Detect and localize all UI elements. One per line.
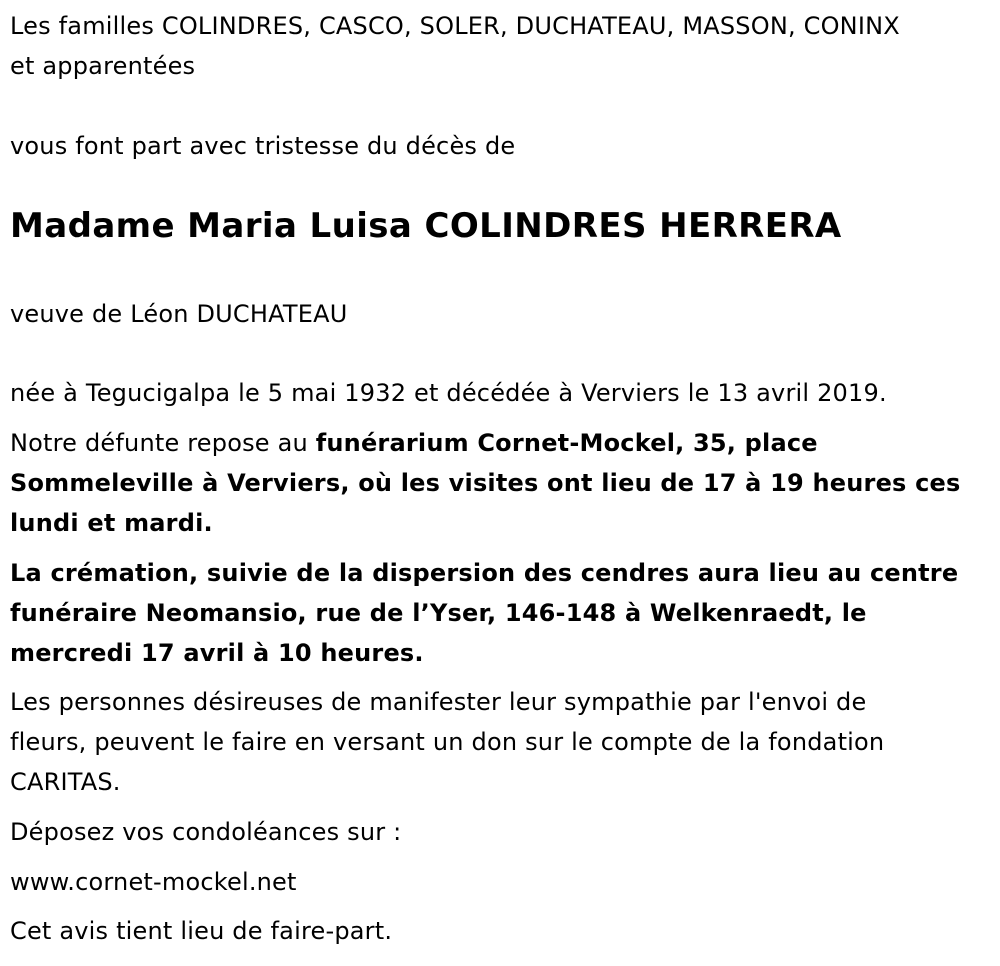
repose-line-3: lundi et mardi. [10, 509, 213, 537]
widow-of-text: veuve de Léon DUCHATEAU [10, 300, 348, 328]
families-line-2: et apparentées [10, 52, 196, 80]
closing-text: Cet avis tient lieu de faire-part. [10, 917, 393, 945]
families-line-1: Les familles COLINDRES, CASCO, SOLER, DUCHATEAU, MASSON, CONINX [10, 12, 900, 40]
deceased-name: Madame Maria Luisa COLINDRES HERRERA [10, 206, 842, 246]
repose-intro: Notre défunte repose au [10, 429, 316, 457]
flowers-line-2: fleurs, peuvent le faire en versant un don sur le compte de la fondation [10, 728, 885, 756]
flowers-line-1: Les personnes désireuses de manifester leur sympathie par l'envoi de [10, 688, 867, 716]
intro-text: vous font part avec tristesse du décès de [10, 132, 516, 160]
condolences-text: Déposez vos condoléances sur : [10, 818, 402, 846]
repose-line-1 [10, 423, 818, 463]
flowers-line-3: CARITAS. [10, 768, 121, 796]
repose-location: funérarium Cornet-Mockel, 35, place [315, 429, 818, 457]
cremation-line-3: mercredi 17 avril à 10 heures. [10, 639, 424, 667]
birth-death-text: née à Tegucigalpa le 5 mai 1932 et décédée à Verviers le 13 avril 2019. [10, 379, 887, 407]
cremation-line-2: funéraire Neomansio, rue de l’Yser, 146-148 à Welkenraedt, le [10, 599, 867, 627]
repose-line-2: Sommeleville à Verviers, où les visites ont lieu de 17 à 19 heures ces [10, 469, 961, 497]
website-link[interactable]: www.cornet-mockel.net [10, 868, 297, 896]
cremation-line-1: La crémation, suivie de la dispersion des cendres aura lieu au centre [10, 559, 959, 587]
